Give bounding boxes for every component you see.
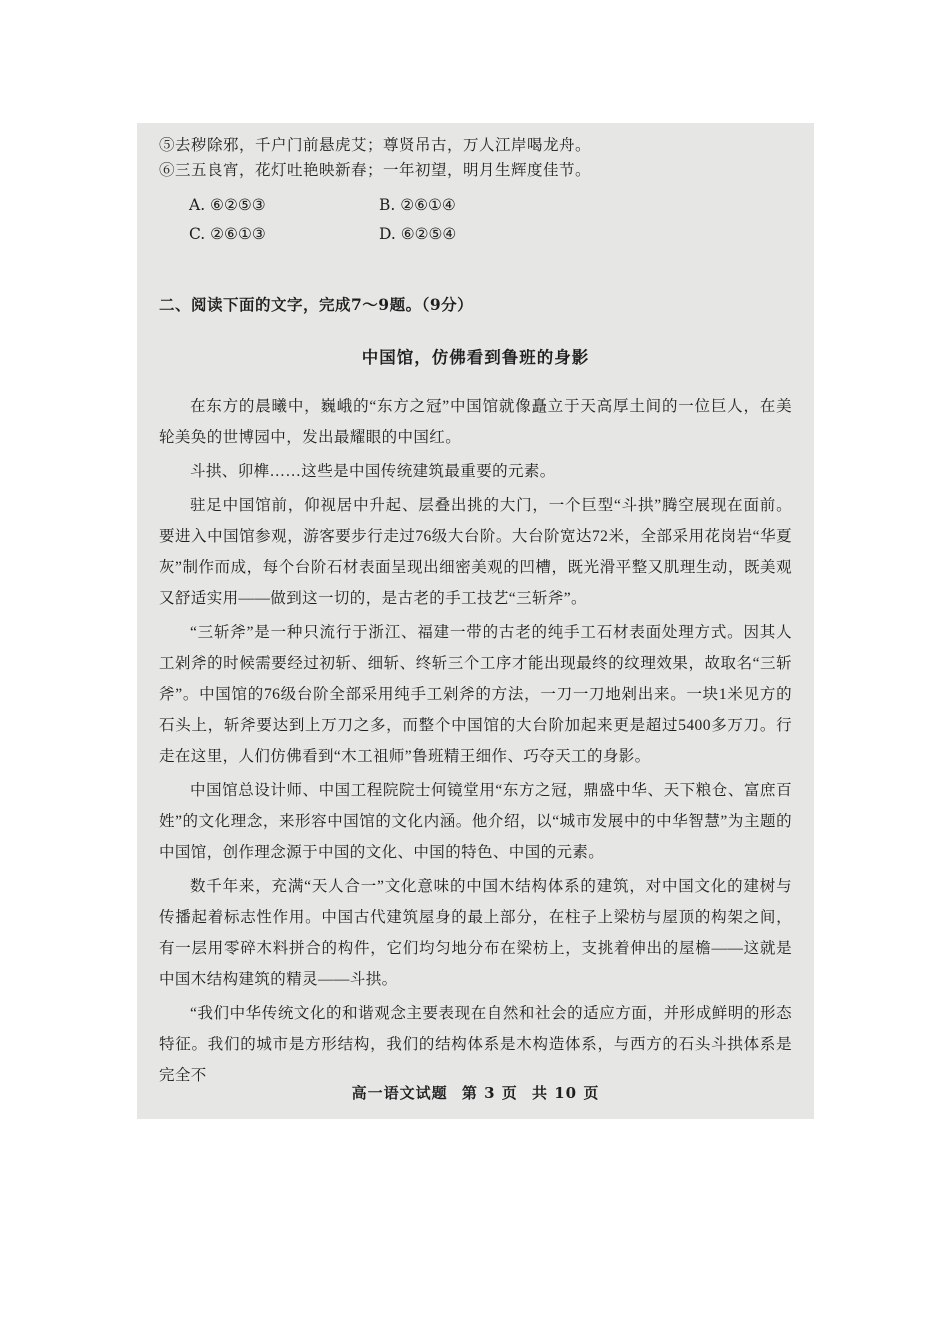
paragraph: 斗拱、卯榫……这些是中国传统建筑最重要的元素。 [190, 463, 556, 480]
footer-page-number: 第 3 页 [461, 1084, 518, 1102]
option-d: D. ⑥②⑤④ [379, 225, 457, 243]
scanned-page [137, 123, 814, 1119]
section-heading: 二、阅读下面的文字，完成7～9题。（9分） [159, 295, 474, 314]
footer-exam-title: 高一语文试题 [351, 1084, 448, 1102]
option-c: C. ②⑥①③ [189, 225, 266, 243]
answer-options [189, 193, 792, 246]
answer-line-6: ⑥三五良宵，花灯吐艳映新春；一年初望，明月生辉度佳节。 [159, 161, 592, 179]
paragraph: 数千年来，充满“天人合一”文化意味的中国木结构体系的建筑，对中国文化的建树与传播起着标志性作用。中国古代建筑屋身的最上部分，在柱子上梁枋与屋顶的构架之间，有一层用零碎木料拼合的构件，它们均匀地分布在梁枋上，支挑着伸出的屋檐——这就是中国木结构建筑的精灵——斗拱。 [159, 878, 792, 988]
paragraph: 驻足中国馆前，仰视居中升起、层叠出挑的大门，一个巨型“斗拱”腾空展现在面前。要进入中国馆参观，游客要步行走过76级大台阶。大台阶宽达72米，全部采用花岗岩“华夏灰”制作而成，每个台阶石材表面呈现出细密美观的凹槽，既光滑平整又肌理生动，既美观又舒适实用——做到这一切的，是古老的手工技艺“三斩斧”。 [159, 497, 792, 607]
paragraph: “三斩斧”是一种只流行于浙江、福建一带的古老的纯手工石材表面处理方式。因其人工剁斧的时候需要经过初斩、细斩、终斩三个工序才能出现最终的纹理效果，故取名“三斩斧”。中国馆的76级台阶全部采用纯手工剁斧的方法，一刀一刀地剁出来。一块1米见方的石头上，斩斧要达到上万刀之多，而整个中国馆的大台阶加起来更是超过5400多万刀。行走在这里，人们仿佛看到“木工祖师”鲁班精王细作、巧夺天工的身影。 [159, 624, 792, 765]
option-b: B. ②⑥①④ [379, 196, 456, 214]
option-a: A. ⑥②⑤③ [189, 196, 266, 214]
answer-line-5: ⑤去秽除邪，千户门前悬虎艾；尊贤吊古，万人江岸喝龙舟。 [159, 136, 592, 154]
page-footer [137, 1082, 814, 1103]
paragraph: 在东方的晨曦中，巍峨的“东方之冠”中国馆就像矗立于天高厚土间的一位巨人，在美轮美奂的世博园中，发出最耀眼的中国红。 [159, 398, 792, 446]
footer-total-pages: 共 10 页 [532, 1084, 600, 1102]
article-title: 中国馆，仿佛看到鲁班的身影 [361, 348, 590, 367]
paragraph: “我们中华传统文化的和谐观念主要表现在自然和社会的适应方面，并形成鲜明的形态特征。我们的城市是方形结构，我们的结构体系是木构造体系，与西方的石头斗拱体系是完全不 [159, 1005, 792, 1084]
paragraph: 中国馆总设计师、中国工程院院士何镜堂用“东方之冠，鼎盛中华、天下粮仓、富庶百姓”的文化理念，来形容中国馆的文化内涵。他介绍，以“城市发展中的中华智慧”为主题的中国馆，创作理念源于中国的文化、中国的特色、中国的元素。 [159, 782, 792, 861]
